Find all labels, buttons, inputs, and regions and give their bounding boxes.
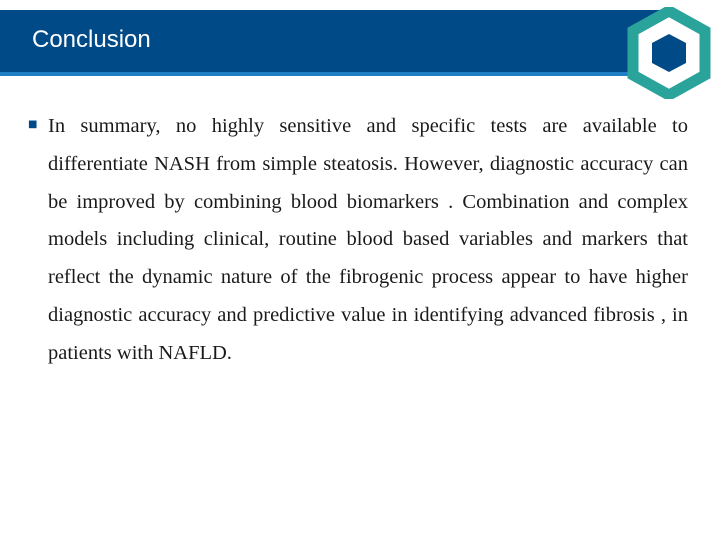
hexagon-icon	[627, 7, 711, 99]
slide-title: Conclusion	[32, 26, 151, 53]
square-bullet-icon: ■	[28, 119, 38, 130]
bullet-text: In summary, no highly sensitive and specific tests are available to differentiate NASH from simple steatosis. However, diagnostic accuracy can be improved by combining blood biomarkers . Combination and complex models including clinical, routine blood based variables and markers that reflect the dynamic nature of the fibrogenic process appear to have higher diagnostic accuracy and predictive value in identifying advanced fibrosis , in patients with NAFLD.	[48, 115, 688, 364]
